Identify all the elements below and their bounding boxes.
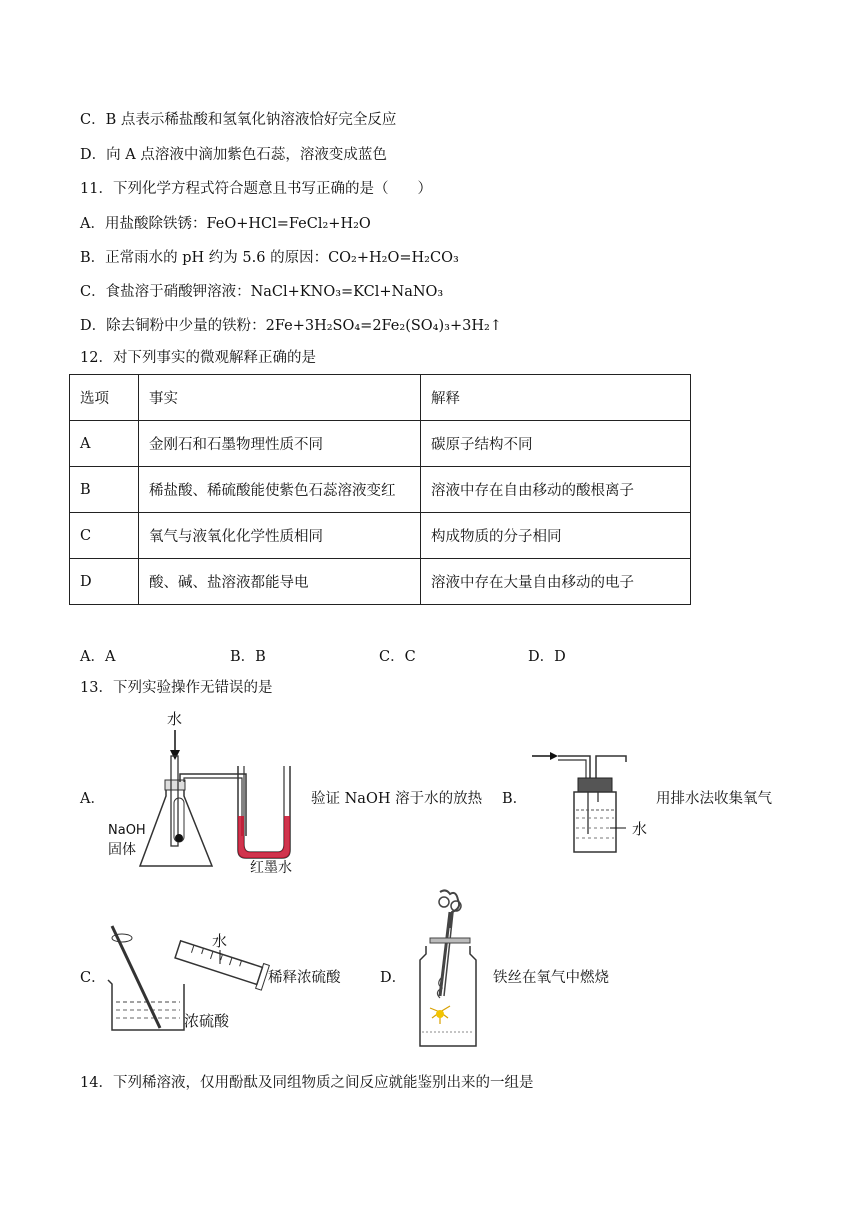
q13-b-figure <box>528 748 658 858</box>
fig-a-ink-label: 红墨水 <box>250 860 292 876</box>
q11-option-c-equation: NaCl+KNO₃=KCl+NaNO₃ <box>250 284 444 300</box>
q12-option-b: B．B <box>230 649 266 665</box>
table-row <box>70 467 691 513</box>
q10-option-c: C．B 点表示稀盐酸和氢氧化钠溶液恰好完全反应 <box>80 112 397 128</box>
q11-stem: 11．下列化学方程式符合题意且书写正确的是（ ） <box>80 181 432 197</box>
q11-option-a-prefix: A．用盐酸除铁锈： <box>80 216 207 232</box>
fig-a-solid-label: 固体 <box>108 842 136 858</box>
table-row <box>70 421 691 467</box>
fig-c-acid-label: 浓硫酸 <box>184 1012 230 1030</box>
table-cell: D <box>70 559 139 605</box>
table-row <box>70 559 691 605</box>
table-cell: 构成物质的分子相同 <box>421 513 691 559</box>
q13-c-figure <box>100 916 270 1036</box>
q11-option-c-prefix: C．食盐溶于硝酸钾溶液： <box>80 284 251 300</box>
q11-option-b <box>80 248 459 268</box>
q13-a-caption: 验证 NaOH 溶于水的放热 <box>311 791 483 807</box>
q11-option-d-prefix: D．除去铜粉中少量的铁粉： <box>80 318 266 334</box>
q13-b-caption: 用排水法收集氧气 <box>656 791 772 807</box>
q13-a-letter: A． <box>80 791 105 807</box>
q11-option-a <box>80 214 371 234</box>
table-header-row <box>70 375 691 421</box>
q13-d-letter: D． <box>380 970 407 986</box>
q13-d-figure <box>410 888 490 1048</box>
table-cell: 氧气与液氧化化学性质相同 <box>139 513 421 559</box>
table-cell: 金刚石和石墨物理性质不同 <box>139 421 421 467</box>
table-cell: 酸、碱、盐溶液都能导电 <box>139 559 421 605</box>
table-header-cell: 解释 <box>421 375 691 421</box>
q13-stem: 13．下列实验操作无错误的是 <box>80 680 273 696</box>
table-cell: C <box>70 513 139 559</box>
q11-option-d <box>80 316 502 336</box>
fig-a-naoh-label: NaOH <box>108 823 146 838</box>
q11-option-c <box>80 282 443 302</box>
fig-a-water-label: 水 <box>167 710 183 728</box>
table-row <box>70 513 691 559</box>
table-cell: B <box>70 467 139 513</box>
table-header-cell: 事实 <box>139 375 421 421</box>
q11-option-d-equation: 2Fe+3H₂SO₄=2Fe₂(SO₄)₃+3H₂↑ <box>265 318 502 334</box>
q10-option-d: D．向 A 点溶液中滴加紫色石蕊，溶液变成蓝色 <box>80 147 387 163</box>
table-cell: 溶液中存在大量自由移动的电子 <box>421 559 691 605</box>
q11-option-b-equation: CO₂+H₂O=H₂CO₃ <box>328 250 459 266</box>
q13-a-figure <box>100 706 300 876</box>
q13-c-caption: 稀释浓硫酸 <box>268 970 341 986</box>
table-cell: 溶液中存在自由移动的酸根离子 <box>421 467 691 513</box>
q11-option-b-prefix: B．正常雨水的 pH 约为 5.6 的原因： <box>80 250 329 266</box>
fig-b-water-label: 水 <box>632 820 648 838</box>
table-cell: 碳原子结构不同 <box>421 421 691 467</box>
fig-c-water-label: 水 <box>212 932 228 950</box>
q13-c-letter: C． <box>80 970 106 986</box>
q14-stem: 14．下列稀溶液，仅用酚酞及同组物质之间反应就能鉴别出来的一组是 <box>80 1075 534 1091</box>
table-header-cell: 选项 <box>70 375 139 421</box>
table-cell: 稀盐酸、稀硫酸能使紫色石蕊溶液变红 <box>139 467 421 513</box>
q11-option-a-equation: FeO+HCl=FeCl₂+H₂O <box>206 216 371 232</box>
q12-option-c: C．C <box>379 649 416 665</box>
q12-option-d: D．D <box>528 649 566 665</box>
q13-b-letter: B． <box>502 791 528 807</box>
q12-table <box>69 374 691 605</box>
table-cell: A <box>70 421 139 467</box>
q13-d-caption: 铁丝在氧气中燃烧 <box>493 970 609 986</box>
q12-stem: 12．对下列事实的微观解释正确的是 <box>80 350 316 366</box>
q12-option-a: A．A <box>80 649 116 665</box>
